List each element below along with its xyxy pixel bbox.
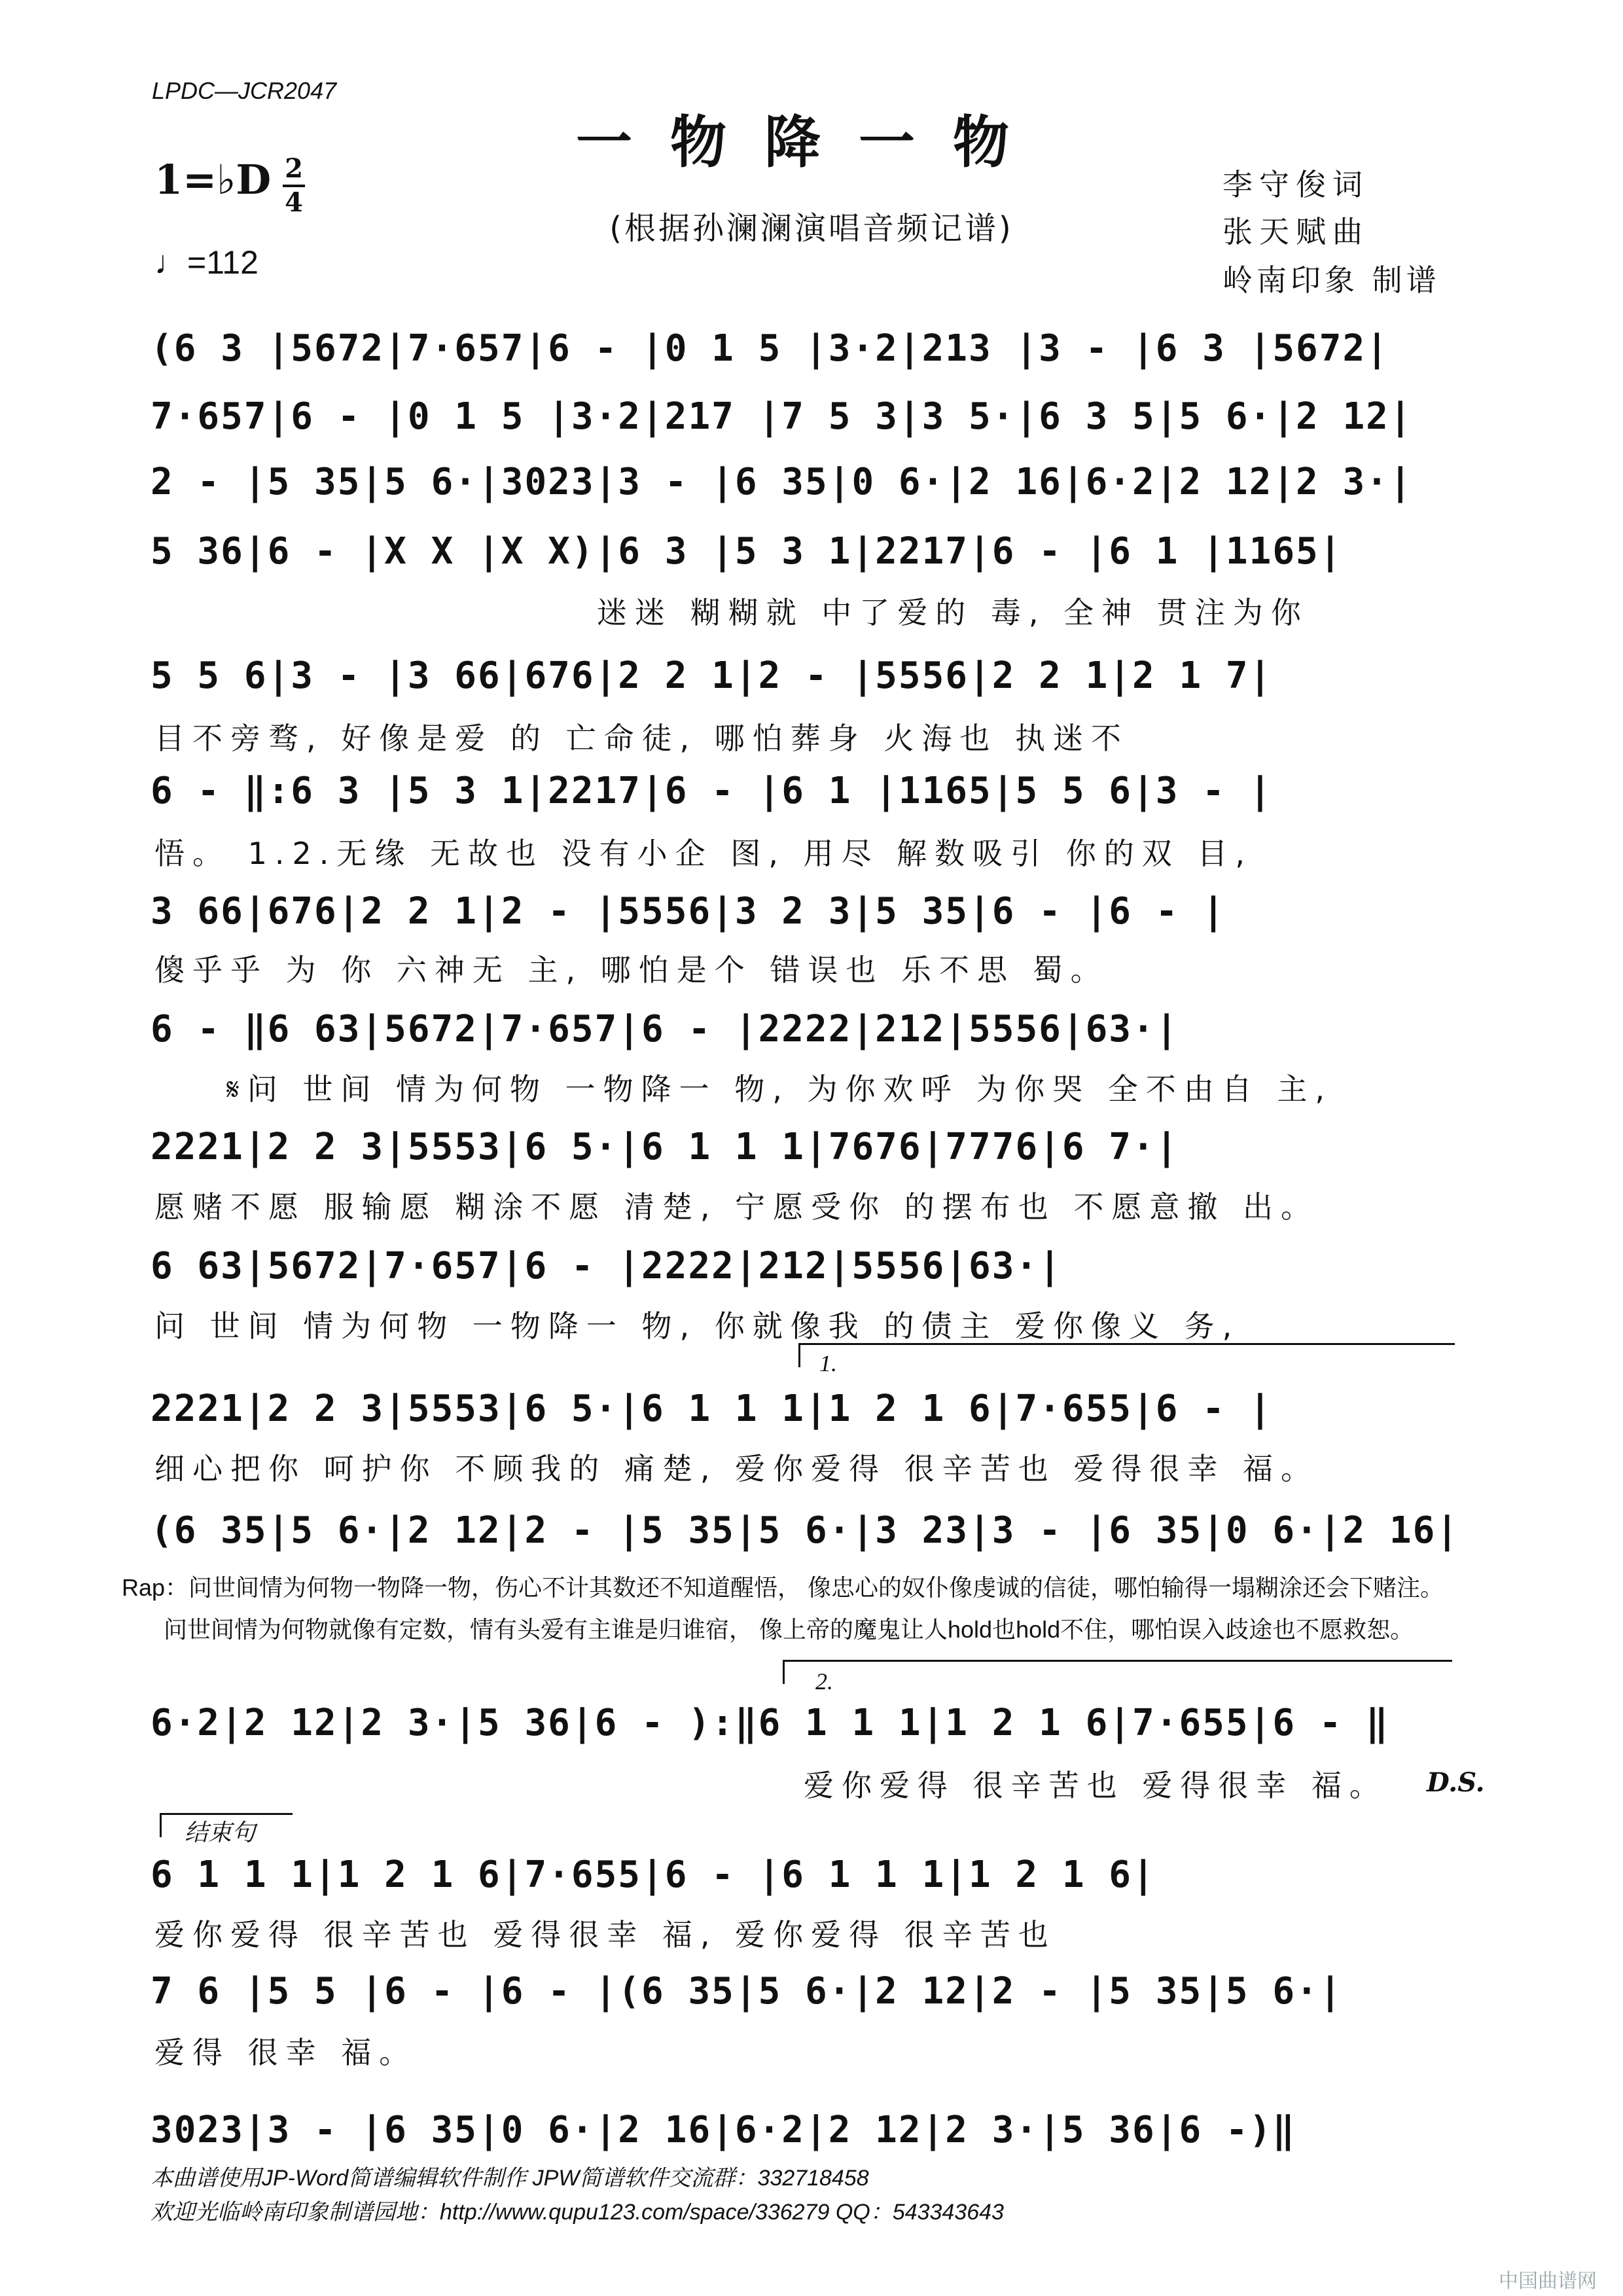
first-ending-label: 1. <box>819 1350 837 1376</box>
score-line: 6 1 1 1|1 2 1 6|7·655|6 - |6 1 1 1|1 2 1 6| <box>151 1854 1156 1896</box>
score-line: 3 66|676|2 2 1|2 - |5556|3 2 3|5 35|6 - |6 - | <box>151 890 1226 933</box>
subtitle: (根据孙澜澜演唱音频记谱) <box>609 210 1014 247</box>
rap-line: 问世间情为何物就像有定数，情有头爱有主谁是归谁宿， 像上帝的魔鬼让人hold也hold不住，哪怕误入歧途也不愿救恕。 <box>164 1616 1414 1643</box>
watermark-logo: 中国曲谱网 <box>1499 2270 1597 2292</box>
score-line: 7·657|6 - |0 1 5 |3·2|217 |7 5 3|3 5·|6 3 5|5 6·|2 12| <box>151 395 1413 438</box>
key-signature: 1=♭D <box>154 156 272 204</box>
lyric-line: 问 世间 情为何物 一物降一 物, 你就像我 的债主 爱你像义 务, <box>154 1308 1240 1344</box>
score-line: 6·2|2 12|2 3·|5 36|6 - ):‖6 1 1 1|1 2 1 6|7·655|6 - ‖ <box>151 1702 1389 1744</box>
time-sig-top: 2 <box>285 153 303 184</box>
lyric-line: 迷迷 糊糊就 中了爱的 毒, 全神 贯注为你 <box>597 595 1309 630</box>
lyric-line: 爱你爱得 很辛苦也 爱得很幸 福, 爱你爱得 很辛苦也 <box>154 1917 1056 1952</box>
score-line: 6 - ‖:6 3 |5 3 1|2217|6 - |6 1 |1165|5 5 6|3 - | <box>151 770 1273 812</box>
rap-line: Rap：问世间情为何物一物降一物，伤心不计其数还不知道醒悟， 像忠心的奴仆像虔诚的信徒，哪怕输得一塌糊涂还会下赌注。 <box>122 1574 1444 1601</box>
lyric-line: 细心把你 呵护你 不顾我的 痛楚, 爱你爱得 很辛苦也 爱得很幸 福。 <box>154 1451 1319 1486</box>
arranger-credit: 岭南印象 制谱 <box>1222 262 1440 298</box>
second-ending-bracket <box>783 1660 1452 1684</box>
lyric-line: 爱你爱得 很辛苦也 爱得很幸 福。 <box>804 1768 1387 1803</box>
composer-credit: 张天赋曲 <box>1222 214 1369 249</box>
tempo-marking: ♩=112 <box>154 244 259 281</box>
score-line: 5 36|6 - |X X |X X)|6 3 |5 3 1|2217|6 - |6 1 |1165| <box>151 530 1343 573</box>
first-ending-bracket <box>798 1343 1455 1367</box>
score-line: 3023|3 - |6 35|0 6·|2 16|6·2|2 12|2 3·|5 36|6 -)‖ <box>151 2109 1296 2151</box>
score-line: 6 63|5672|7·657|6 - |2222|212|5556|63·| <box>151 1245 1062 1287</box>
footer-website-line: 欢迎光临岭南印象制谱园地：http://www.qupu123.com/space/336279 QQ：543343643 <box>151 2200 1004 2225</box>
coda-label: 结束句 <box>185 1820 256 1846</box>
score-line: 2 - |5 35|5 6·|3023|3 - |6 35|0 6·|2 16|6·2|2 12|2 3·| <box>151 461 1413 503</box>
lyric-line: 傻乎乎 为 你 六神无 主, 哪怕是个 错误也 乐不思 蜀。 <box>154 952 1109 988</box>
lyricist-credit: 李守俊词 <box>1222 167 1369 202</box>
dal-segno-marking: D.S. <box>1427 1767 1485 1798</box>
lyric-line: 愿赌不愿 服输愿 糊涂不愿 清楚, 宁愿受你 的摆布也 不愿意撤 出。 <box>154 1189 1319 1225</box>
time-sig-bottom: 4 <box>285 187 303 218</box>
score-line: 2221|2 2 3|5553|6 5·|6 1 1 1|1 2 1 6|7·655|6 - | <box>151 1388 1273 1430</box>
score-code: LPDC—JCR2047 <box>152 77 337 104</box>
score-line: 7 6 |5 5 |6 - |6 - |(6 35|5 6·|2 12|2 - |5 35|5 6·| <box>151 1970 1343 2013</box>
lyric-line: 爱得 很幸 福。 <box>154 2035 418 2070</box>
score-line: (6 3 |5672|7·657|6 - |0 1 5 |3·2|213 |3 - |6 3 |5672| <box>151 327 1389 370</box>
score-line: 2221|2 2 3|5553|6 5·|6 1 1 1|7676|7776|6 7·| <box>151 1126 1179 1168</box>
footer-software-line: 本曲谱使用JP-Word简谱编辑软件制作 JPW简谱软件交流群：332718458 <box>151 2166 869 2191</box>
lyric-line: 目不旁骛, 好像是爱 的 亡命徒, 哪怕葬身 火海也 执迷不 <box>154 721 1129 756</box>
score-line: 6 - ‖6 63|5672|7·657|6 - |2222|212|5556|63·| <box>151 1008 1179 1050</box>
lyric-line: 悟。 1.2.无缘 无故也 没有小企 图, 用尽 解数吸引 你的双 目, <box>154 836 1253 871</box>
second-ending-label: 2. <box>815 1668 833 1695</box>
song-title: 一物降一物 <box>576 109 1047 175</box>
score-line: (6 35|5 6·|2 12|2 - |5 35|5 6·|3 23|3 - |6 35|0 6·|2 16| <box>151 1509 1460 1552</box>
score-line: 5 5 6|3 - |3 66|676|2 2 1|2 - |5556|2 2 1|2 1 7| <box>151 655 1273 697</box>
lyric-line: 𝄋问 世间 情为何物 一物降一 物, 为你欢呼 为你哭 全不由自 主, <box>226 1071 1333 1107</box>
